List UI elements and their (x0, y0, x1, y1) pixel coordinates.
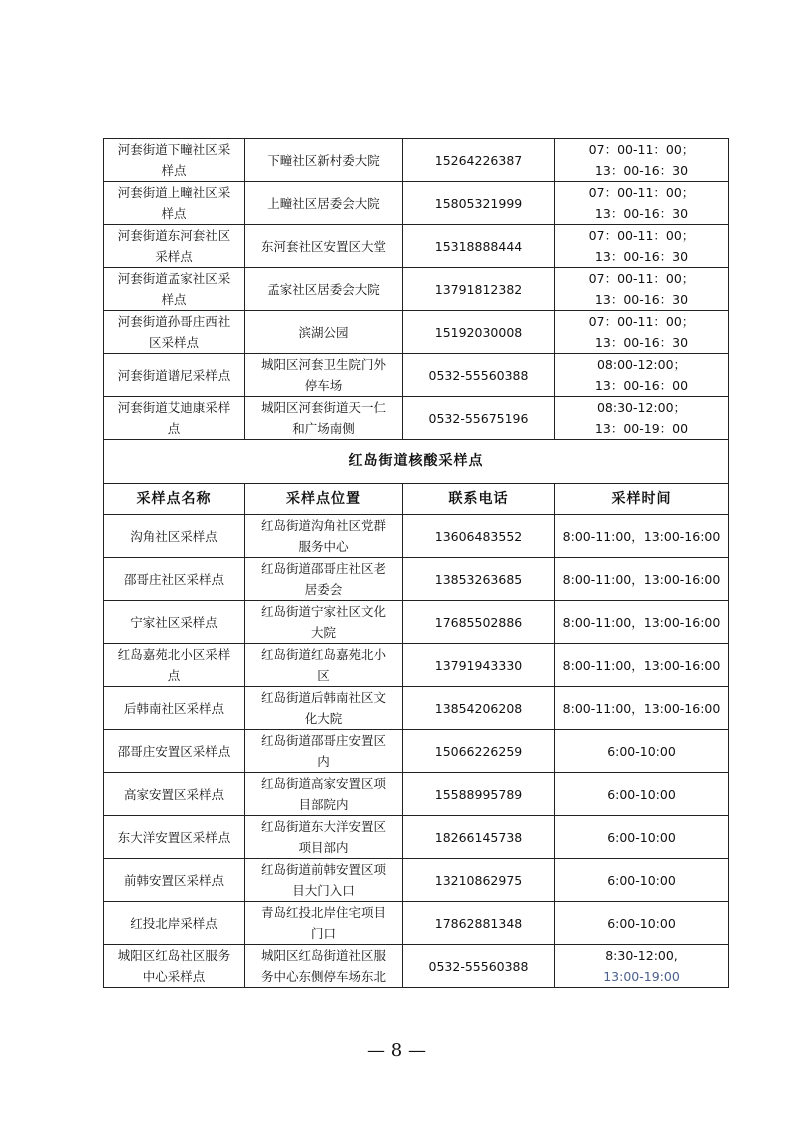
point-location-line: 城阳区红岛街道社区服 (260, 948, 386, 963)
phone-cell: 17685502886 (403, 601, 555, 644)
point-name-line: 河套街道谱尼采样点 (117, 367, 231, 383)
point-location-line: 红岛街道邵哥庄安置区 (260, 733, 386, 748)
hongdao-table-row (104, 687, 729, 730)
point-location-cell (245, 601, 403, 644)
page-number: — 8 — (367, 1040, 426, 1061)
point-name-cell (104, 354, 245, 397)
phone-cell: 13853263685 (403, 558, 555, 601)
sampling-time-line: 13：00-16：30 (594, 206, 689, 221)
point-location-line: 红岛街道邵哥庄社区老 (260, 561, 386, 576)
point-name-cell (104, 558, 245, 601)
point-location-cell (245, 268, 403, 311)
point-name-cell (104, 816, 245, 859)
point-location-line: 红岛街道后韩南社区文 (260, 690, 386, 705)
point-name-line: 东大洋安置区采样点 (117, 829, 231, 845)
point-name-line: 红岛嘉苑北小区采样 (117, 647, 231, 662)
phone-cell: 15264226387 (403, 139, 555, 182)
point-name-cell (104, 773, 245, 816)
point-name-cell (104, 225, 245, 268)
point-name-line: 宁家社区采样点 (130, 614, 218, 630)
point-location-cell (245, 515, 403, 558)
point-location-line: 红岛街道前韩安置区项 (260, 862, 386, 877)
table-body (104, 139, 729, 988)
point-name-line: 河套街道下疃社区采 (117, 142, 231, 157)
point-location-line: 红岛街道高家安置区项 (260, 776, 386, 791)
point-location-cell (245, 354, 403, 397)
point-location-line: 停车场 (304, 378, 343, 393)
point-location-line: 红岛街道红岛嘉苑北小 (260, 647, 386, 662)
point-name-cell (104, 182, 245, 225)
point-name-line: 邵哥庄安置区采样点 (117, 743, 231, 759)
header-point-location: 采样点位置 (245, 484, 403, 515)
point-location-cell (245, 730, 403, 773)
sampling-time-line: 08:30-12:00； (596, 400, 687, 415)
point-name-line: 前韩安置区采样点 (123, 872, 224, 888)
section-title: 红岛街道核酸采样点 (104, 440, 729, 484)
point-location-cell (245, 182, 403, 225)
sampling-time-cell (555, 859, 729, 902)
sampling-time-line: 8:00-11:00，13:00-16:00 (562, 657, 721, 673)
point-name-cell (104, 730, 245, 773)
sampling-time-cell (555, 945, 729, 988)
hetao-table-row (104, 139, 729, 182)
point-location-cell (245, 644, 403, 687)
point-location-cell (245, 558, 403, 601)
phone-cell: 15192030008 (403, 311, 555, 354)
sampling-time-cell (555, 558, 729, 601)
point-location-cell (245, 397, 403, 440)
point-location-line: 化大院 (304, 711, 343, 726)
sampling-time-line: 13：00-16：30 (594, 335, 689, 350)
point-location-line: 城阳区河套卫生院门外 (260, 357, 386, 372)
point-location-line: 项目部内 (298, 840, 349, 855)
hongdao-table-row (104, 644, 729, 687)
point-name-line: 后韩南社区采样点 (123, 700, 224, 716)
header-phone: 联系电话 (403, 484, 555, 515)
point-name-cell (104, 601, 245, 644)
point-location-cell (245, 687, 403, 730)
hongdao-table-row (104, 558, 729, 601)
point-name-line: 区采样点 (148, 335, 199, 350)
point-location-line: 区 (317, 668, 330, 683)
point-location-line: 目部院内 (298, 797, 349, 812)
hongdao-table-row (104, 945, 729, 988)
sampling-time-cell (555, 354, 729, 397)
phone-cell: 15066226259 (403, 730, 555, 773)
point-location-line: 和广场南侧 (292, 421, 355, 436)
sampling-time-line: 6:00-10:00 (607, 915, 676, 931)
point-name-cell (104, 687, 245, 730)
point-location-line: 门口 (310, 926, 336, 941)
point-name-cell (104, 515, 245, 558)
point-name-cell (104, 945, 245, 988)
point-name-line: 样点 (161, 206, 187, 221)
sampling-time-cell (555, 816, 729, 859)
point-name-cell (104, 139, 245, 182)
header-point-name: 采样点名称 (104, 484, 245, 515)
point-location-line: 大院 (310, 625, 336, 640)
sampling-time-line: 13:00-19:00 (603, 969, 680, 984)
point-name-line: 样点 (161, 163, 187, 178)
sampling-time-line: 07：00-11：00； (588, 314, 695, 329)
sampling-time-cell (555, 268, 729, 311)
hetao-table-row (104, 354, 729, 397)
point-name-line: 采样点 (155, 249, 193, 264)
sampling-time-cell (555, 730, 729, 773)
point-location-line: 目大门入口 (292, 883, 355, 898)
sampling-time-line: 8:30-12:00, (605, 948, 678, 963)
sampling-points-table (103, 138, 729, 988)
point-location-line: 服务中心 (298, 539, 349, 554)
sampling-time-cell (555, 397, 729, 440)
point-location-cell (245, 773, 403, 816)
phone-cell: 18266145738 (403, 816, 555, 859)
point-name-cell (104, 397, 245, 440)
point-name-line: 点 (167, 668, 181, 683)
point-name-cell (104, 902, 245, 945)
point-location-line: 滨湖公园 (298, 324, 349, 340)
hongdao-table-row (104, 816, 729, 859)
column-header-row (104, 484, 729, 515)
hongdao-table-row (104, 601, 729, 644)
sampling-time-line: 07：00-11：00； (588, 185, 695, 200)
point-location-cell (245, 816, 403, 859)
phone-cell: 15318888444 (403, 225, 555, 268)
hongdao-table-row (104, 515, 729, 558)
phone-cell: 15588995789 (403, 773, 555, 816)
point-location-line: 红岛街道东大洋安置区 (260, 819, 386, 834)
point-location-line: 城阳区河套街道天一仁 (260, 400, 386, 415)
hetao-table-row (104, 311, 729, 354)
point-name-line: 河套街道上疃社区采 (117, 185, 231, 200)
phone-cell: 15805321999 (403, 182, 555, 225)
point-name-line: 样点 (161, 292, 187, 307)
phone-cell: 13606483552 (403, 515, 555, 558)
sampling-time-line: 13：00-16：30 (594, 292, 689, 307)
point-location-cell (245, 311, 403, 354)
sampling-time-line: 07：00-11：00； (588, 142, 695, 157)
sampling-time-line: 6:00-10:00 (607, 786, 676, 802)
sampling-time-line: 8:00-11:00，13:00-16:00 (562, 528, 721, 544)
sampling-time-cell (555, 139, 729, 182)
phone-cell: 0532-55675196 (403, 397, 555, 440)
sampling-time-cell (555, 515, 729, 558)
point-location-line: 居委会 (304, 582, 343, 597)
point-name-line: 城阳区红岛社区服务 (117, 948, 231, 963)
point-name-line: 河套街道孟家社区采 (117, 271, 231, 286)
phone-cell: 13210862975 (403, 859, 555, 902)
point-location-cell (245, 945, 403, 988)
sampling-time-cell (555, 601, 729, 644)
point-location-line: 东河套社区安置区大堂 (260, 238, 386, 254)
sampling-time-cell (555, 182, 729, 225)
point-name-cell (104, 311, 245, 354)
sampling-time-line: 07：00-11：00； (588, 228, 695, 243)
point-location-line: 内 (317, 754, 330, 769)
sampling-time-line: 13：00-19：00 (594, 421, 689, 436)
point-location-line: 红岛街道沟角社区党群 (260, 518, 386, 533)
sampling-time-cell (555, 225, 729, 268)
phone-cell: 17862881348 (403, 902, 555, 945)
point-name-cell (104, 859, 245, 902)
phone-cell: 13854206208 (403, 687, 555, 730)
hongdao-table-row (104, 730, 729, 773)
point-location-line: 务中心东侧停车场东北 (260, 969, 386, 984)
point-name-line: 沟角社区采样点 (130, 528, 218, 544)
sampling-time-line: 6:00-10:00 (607, 829, 676, 845)
point-location-line: 孟家社区居委会大院 (267, 281, 380, 297)
point-location-cell (245, 902, 403, 945)
point-name-cell (104, 268, 245, 311)
sampling-time-line: 13：00-16：30 (594, 249, 689, 264)
hetao-table-row (104, 268, 729, 311)
sampling-time-line: 13：00-16：00 (594, 378, 689, 393)
point-name-line: 中心采样点 (142, 969, 206, 984)
point-location-line: 青岛红投北岸住宅项目 (260, 905, 386, 920)
sampling-time-line: 13：00-16：30 (594, 163, 689, 178)
sampling-time-line: 8:00-11:00，13:00-16:00 (562, 571, 721, 587)
header-sampling-time: 采样时间 (555, 484, 729, 515)
point-name-cell (104, 644, 245, 687)
point-name-line: 河套街道艾迪康采样 (117, 400, 231, 415)
sampling-time-cell (555, 644, 729, 687)
point-location-line: 下疃社区新村委大院 (267, 152, 380, 168)
phone-cell: 0532-55560388 (403, 354, 555, 397)
point-name-line: 点 (167, 421, 181, 436)
sampling-time-cell (555, 902, 729, 945)
phone-cell: 13791943330 (403, 644, 555, 687)
point-location-line: 红岛街道宁家社区文化 (260, 604, 386, 619)
point-name-line: 红投北岸采样点 (130, 915, 218, 931)
point-name-line: 河套街道东河套社区 (117, 228, 231, 243)
section-title-row (104, 440, 729, 484)
sampling-time-line: 6:00-10:00 (607, 872, 676, 888)
hongdao-table-row (104, 859, 729, 902)
sampling-time-line: 6:00-10:00 (607, 743, 676, 759)
point-name-line: 河套街道孙哥庄西社 (117, 314, 231, 329)
point-name-line: 邵哥庄社区采样点 (123, 571, 224, 587)
sampling-time-line: 08:00-12:00； (596, 357, 687, 372)
phone-cell: 0532-55560388 (403, 945, 555, 988)
sampling-time-cell (555, 687, 729, 730)
hongdao-table-row (104, 902, 729, 945)
sampling-time-cell (555, 773, 729, 816)
hetao-table-row (104, 397, 729, 440)
sampling-time-line: 8:00-11:00，13:00-16:00 (562, 614, 721, 630)
hetao-table-row (104, 182, 729, 225)
point-location-cell (245, 859, 403, 902)
point-location-cell (245, 139, 403, 182)
hongdao-table-row (104, 773, 729, 816)
phone-cell: 13791812382 (403, 268, 555, 311)
sampling-time-cell (555, 311, 729, 354)
point-name-line: 高家安置区采样点 (123, 786, 224, 802)
point-location-line: 上疃社区居委会大院 (267, 195, 380, 211)
hetao-table-row (104, 225, 729, 268)
sampling-time-line: 07：00-11：00； (588, 271, 695, 286)
point-location-cell (245, 225, 403, 268)
sampling-time-line: 8:00-11:00，13:00-16:00 (562, 700, 721, 716)
